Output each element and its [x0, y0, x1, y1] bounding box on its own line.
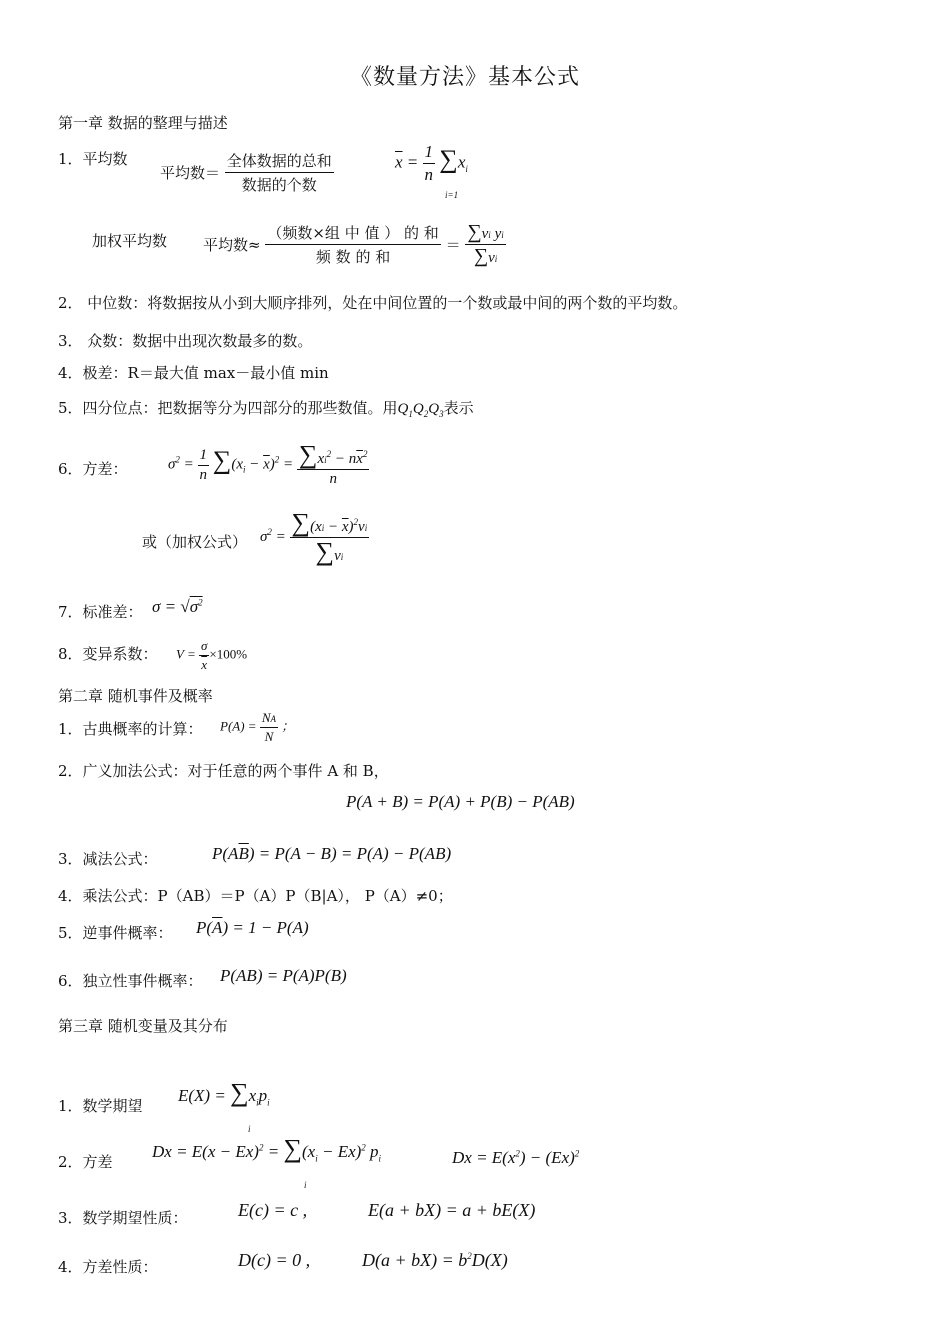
variance-property-constant: D(c) = 0 ,	[238, 1250, 311, 1270]
cv-formula: V = $\frac{\sigma}{x}$ ×100%	[176, 638, 248, 672]
mean-lhs: 平均数＝	[160, 164, 221, 182]
quartile-definition	[58, 397, 474, 419]
weighted-mean-fraction	[265, 222, 440, 267]
variance-def-formula: $Dx = E(x - Ex)^2 = \sum(x_i - Ex)^2$ $p_i$	[152, 1134, 382, 1164]
subtraction-rule-formula: $P(A\overline{B}) = P(A - B) = P(A) - P(AB)$	[212, 844, 452, 863]
weighted-numerator: （频数×组 中 值 ） 的 和	[265, 222, 440, 245]
classical-prob-formula: P(A) = $\frac{NA}{N}$ ；	[220, 710, 295, 744]
independence-formula: P(AB) = P(A)P(B)	[220, 966, 347, 985]
subtraction-rule-label: 3．减法公式：	[58, 850, 158, 868]
variance-properties-label: 4．方差性质：	[58, 1258, 158, 1276]
quartile-suffix: 表示	[443, 399, 474, 417]
variance-shortcut-formula: $Dx = E(x^2) - (Ex)^2$	[452, 1148, 580, 1167]
addition-rule-formula: P(A + B) = P(A) + P(B) − P(AB)	[346, 792, 575, 811]
std-dev-label: 7．标准差：	[58, 603, 143, 621]
sum-index: i=1	[445, 190, 459, 200]
expectation-property-linear: E(a + bX) = a + bE(X)	[368, 1200, 536, 1220]
expectation-index: i	[248, 1124, 251, 1134]
chapter-1-heading: 第一章 数据的整理与描述	[58, 114, 228, 132]
addition-rule-label: 2．广义加法公式：对于任意的两个事件 A 和 B，	[58, 762, 389, 780]
expectation-property-constant: E(c) = c ,	[238, 1200, 308, 1220]
mean-label: 平均数	[82, 150, 128, 168]
mean-denominator: 数据的个数	[241, 176, 317, 194]
expectation-formula: $E(X) = \sum x_ip_i$	[178, 1078, 270, 1108]
mean-numerator: 全体数据的总和	[225, 150, 334, 173]
weighted-mean-lhs: 平均数≈	[203, 236, 261, 254]
mode-definition: 3． 众数：数据中出现次数最多的数。	[58, 332, 313, 350]
chapter-3-heading: 第三章 随机变量及其分布	[58, 1017, 228, 1035]
variance-def-index: i	[304, 1180, 307, 1190]
variance-formula: $\sigma^2$ = $\frac{1}{n}$ $\sum(x_i - \overline{x})^2$ = $\frac{\sum xi^2 - n\overline{x}^2}{n}$	[168, 440, 368, 487]
range-definition: 4．极差：R＝最大值 max－最小值 min	[58, 364, 329, 382]
weighted-formula: $\frac{\text{∑vi yi}}{\sum vi}$	[467, 221, 504, 267]
variance-def-label: 2．方差	[58, 1153, 113, 1171]
mean-formula: $\overline{x}$ = $\frac{1}{n}$ $\sum x_i$	[395, 142, 468, 184]
variance-weighted-label: 或（加权公式）	[142, 533, 248, 551]
mean-definition	[160, 150, 334, 195]
complement-formula: $P(\overline{A}) = 1 - P(A)$	[196, 918, 309, 937]
page-title: 《数量方法》基本公式	[350, 65, 581, 90]
weighted-mean-label: 加权平均数	[92, 232, 168, 250]
std-dev-formula: $\sigma = √\sigma^2$	[152, 597, 203, 616]
weighted-denominator: 频 数 的 和	[315, 248, 391, 266]
multiplication-rule: 4．乘法公式：P（AB）＝P（A）P（B|A）， P（A）≠0；	[58, 887, 453, 905]
cv-percent: ×100%	[209, 646, 248, 662]
median-definition: 2． 中位数：将数据按从小到大顺序排列，处在中间位置的一个数或最中间的两个数的平均数。	[58, 294, 688, 312]
quartile-symbols: $Q_1Q_2Q_3$	[397, 401, 444, 419]
independence-label: 6．独立性事件概率：	[58, 972, 203, 990]
variance-weighted-formula: $\sigma^2$ = $\frac{\sum(xi - \overline{x})^2vi}{\sum vi}$	[260, 508, 368, 566]
expectation-properties-label: 3．数学期望性质：	[58, 1209, 188, 1227]
mean-fraction	[225, 150, 334, 195]
expectation-label: 1．数学期望	[58, 1097, 143, 1115]
item-number: 1．	[58, 150, 83, 168]
classical-prob-label: 1．古典概率的计算：	[58, 720, 203, 738]
weighted-mean-definition: 平均数≈ $\frac{\text{（频数×组 中 值 ） 的 和}}{\text{频 数 的 和}}$ ＝ $\frac{\text{∑vi yi}}{\sum vi}$	[203, 221, 504, 267]
cv-label: 8．变异系数：	[58, 645, 158, 663]
quartile-text: 5．四分位点：把数据等分为四部分的那些数值。用	[58, 399, 398, 417]
chapter-2-heading: 第二章 随机事件及概率	[58, 687, 213, 705]
mean-section	[58, 148, 128, 169]
variance-property-linear: $D(a + bX) = b^2D(X)$	[362, 1250, 508, 1270]
complement-label: 5．逆事件概率：	[58, 924, 173, 942]
variance-label: 6．方差：	[58, 460, 128, 478]
